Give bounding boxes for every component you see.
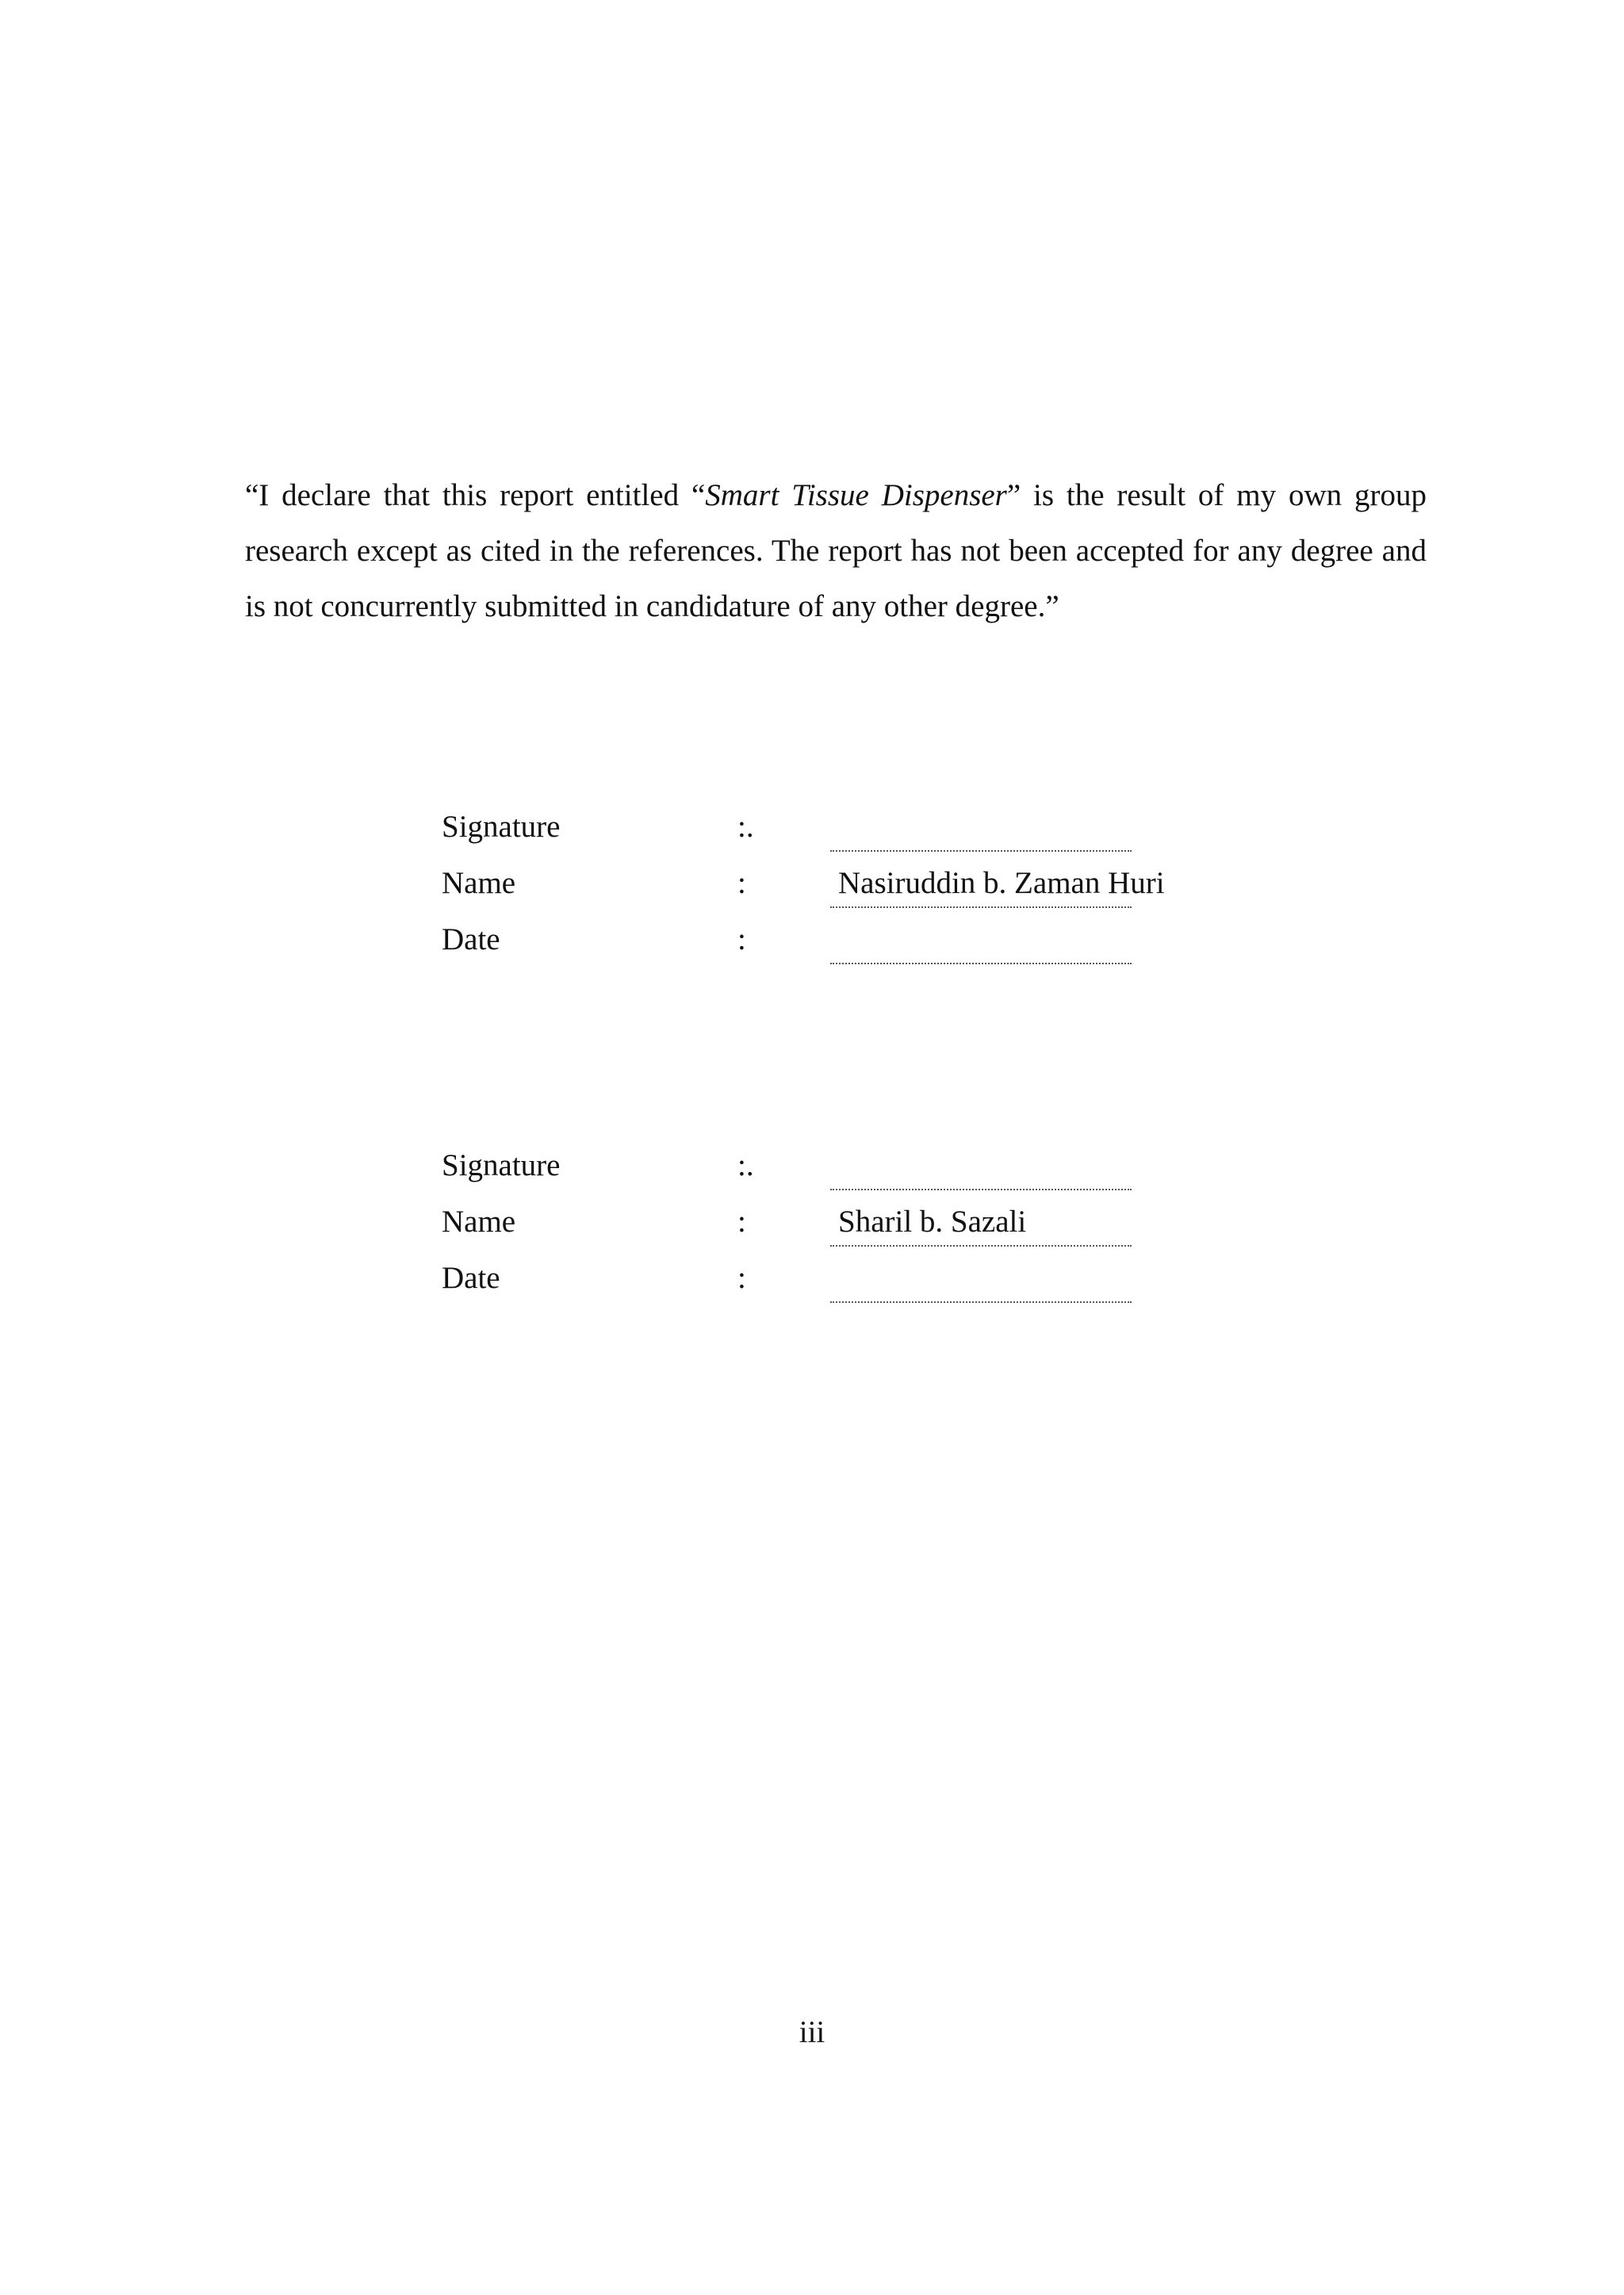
date-label: Date bbox=[442, 1261, 500, 1295]
signature-block-2 bbox=[442, 1148, 1235, 1316]
name-line bbox=[830, 865, 1165, 908]
signature-colon: :. bbox=[737, 810, 754, 844]
signature-colon: :. bbox=[737, 1148, 754, 1182]
signature-block-1 bbox=[442, 809, 1235, 978]
name-row bbox=[442, 1204, 1235, 1260]
report-title: Smart Tissue Dispenser bbox=[705, 478, 1007, 512]
signature-label: Signature bbox=[442, 810, 561, 844]
signature-line bbox=[830, 1148, 1132, 1190]
signature-label: Signature bbox=[442, 1148, 561, 1182]
name-colon: : bbox=[737, 866, 746, 900]
declaration-text-prefix: “I declare that this report entitled “ bbox=[245, 478, 706, 512]
date-row bbox=[442, 1260, 1235, 1316]
name-value: Sharil b. Sazali bbox=[838, 1205, 1027, 1239]
name-value: Nasiruddin b. Zaman Huri bbox=[838, 866, 1165, 900]
name-row bbox=[442, 865, 1235, 921]
date-line bbox=[830, 1260, 1132, 1303]
declaration-text-suffix: ” is the result of my own group research except as cited in the references. The report has not been accepted for any degree and is not concurrently submitted in candidature of any other degree.” bbox=[245, 478, 1427, 623]
date-label: Date bbox=[442, 922, 500, 956]
name-label: Name bbox=[442, 866, 516, 900]
signature-row bbox=[442, 809, 1235, 865]
signature-line bbox=[830, 809, 1132, 852]
declaration-paragraph bbox=[245, 468, 1427, 634]
name-colon: : bbox=[737, 1205, 746, 1239]
signature-row bbox=[442, 1148, 1235, 1204]
name-line bbox=[830, 1204, 1132, 1247]
date-row bbox=[442, 921, 1235, 978]
name-label: Name bbox=[442, 1205, 516, 1239]
date-line bbox=[830, 921, 1132, 964]
page-number: iii bbox=[799, 2015, 825, 2049]
date-colon: : bbox=[737, 1261, 746, 1295]
date-colon: : bbox=[737, 922, 746, 956]
